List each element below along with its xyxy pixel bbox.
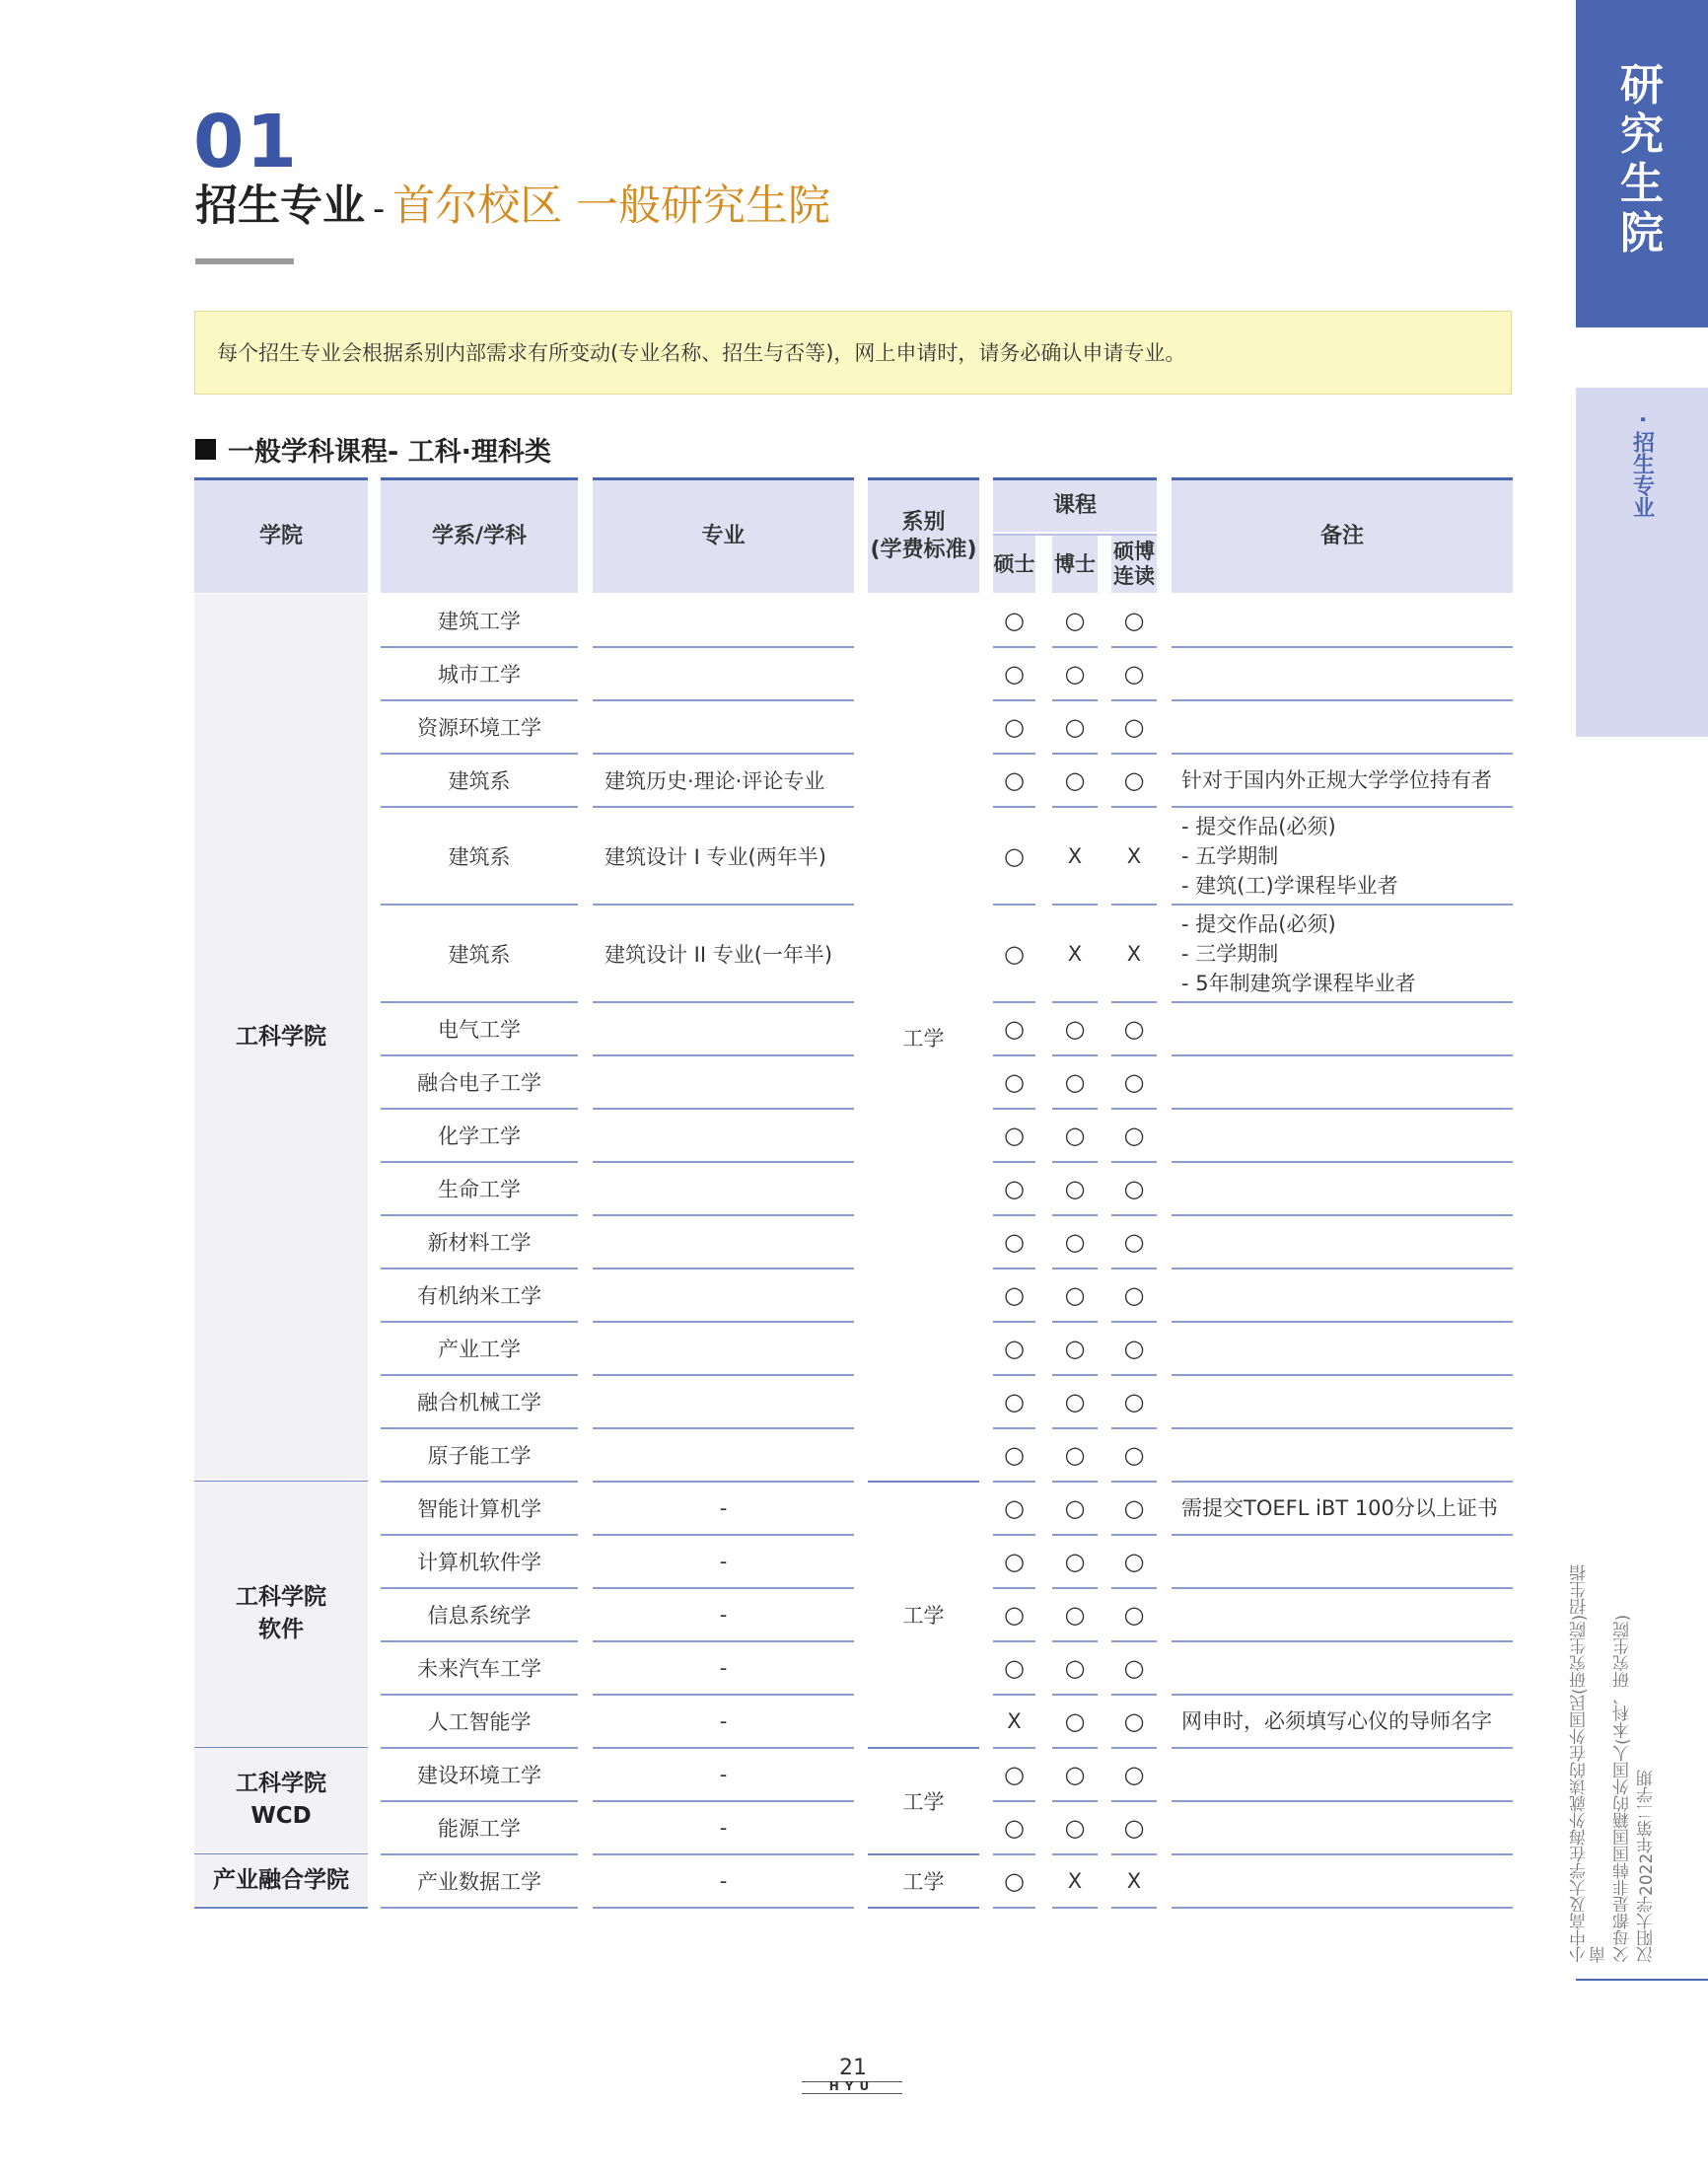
category-cell: 工学 xyxy=(902,1870,945,1894)
remark-line: - 5年制建筑学课程毕业者 xyxy=(1181,971,1416,995)
department-cell: 原子能工学 xyxy=(427,1444,532,1468)
department-cell: 人工智能学 xyxy=(427,1710,532,1734)
group-divider xyxy=(868,1907,979,1909)
doctor-mark: ○ xyxy=(1064,660,1086,688)
major-cell xyxy=(593,1375,854,1428)
doctor-mark: X xyxy=(1067,941,1083,966)
side-note-line-1: 汉阳大学2022年第二学期 xyxy=(1637,1769,1657,1963)
row-divider xyxy=(1172,1907,1513,1909)
combined-mark: ○ xyxy=(1123,1281,1145,1309)
header-master: 硕士 xyxy=(993,536,1035,593)
major-cell: 建筑历史·理论·评论专业 xyxy=(605,769,825,793)
master-mark: ○ xyxy=(1004,607,1025,634)
combined-mark: X xyxy=(1126,1869,1142,1893)
section-title xyxy=(195,430,551,469)
combined-mark: ○ xyxy=(1123,1122,1145,1149)
college-cell: 工科学院 WCD xyxy=(194,1748,368,1852)
master-mark: ○ xyxy=(1004,766,1025,794)
header-department: 学系/学科 xyxy=(381,477,578,593)
remarks-cell xyxy=(1172,1215,1513,1269)
department-cell: 资源环境工学 xyxy=(417,716,541,740)
major-cell xyxy=(593,1002,854,1055)
doctor-mark: ○ xyxy=(1064,1814,1086,1842)
combined-mark: ○ xyxy=(1123,1761,1145,1788)
remarks-cell xyxy=(1172,1269,1513,1322)
remarks-cell xyxy=(1172,594,1513,647)
combined-mark: ○ xyxy=(1123,713,1145,741)
master-mark: ○ xyxy=(1004,1068,1025,1096)
page-title xyxy=(195,181,830,234)
remark-line: - 提交作品(必须) xyxy=(1181,814,1336,838)
major-cell xyxy=(593,1109,854,1162)
doctor-mark: X xyxy=(1067,843,1083,868)
doctor-mark: ○ xyxy=(1064,766,1086,794)
department-cell: 建筑工学 xyxy=(438,610,521,633)
combined-mark: ○ xyxy=(1123,1015,1145,1043)
side-tab-graduate-school[interactable] xyxy=(1576,0,1708,327)
major-cell: - xyxy=(719,1869,728,1893)
department-cell: 有机纳米工学 xyxy=(417,1284,541,1308)
major-cell xyxy=(593,1162,854,1215)
college-cell: 产业融合学院 xyxy=(194,1854,368,1906)
combined-mark: ○ xyxy=(1123,1707,1145,1735)
major-cell xyxy=(593,1269,854,1322)
header-category: 系别 (学费标准) xyxy=(868,477,979,593)
doctor-mark: ○ xyxy=(1064,1122,1086,1149)
department-cell: 建筑系 xyxy=(448,942,511,967)
major-cell: - xyxy=(719,1496,728,1520)
doctor-mark: ○ xyxy=(1064,1228,1086,1256)
combined-mark: X xyxy=(1126,843,1142,868)
master-mark: ○ xyxy=(1004,1867,1025,1895)
department-cell: 建设环境工学 xyxy=(417,1764,541,1787)
major-cell: 建筑设计 I 专业(两年半) xyxy=(605,844,826,869)
row-divider xyxy=(593,1907,854,1909)
department-cell: 化学工学 xyxy=(438,1124,521,1148)
doctor-mark: ○ xyxy=(1064,1494,1086,1522)
notice-box: 每个招生专业会根据系别内部需求有所变动(专业名称、招生与否等)，网上申请时，请务必确认申请专业。 xyxy=(194,311,1512,395)
remarks-cell xyxy=(1172,1801,1513,1854)
master-mark: ○ xyxy=(1004,1814,1025,1842)
master-mark: ○ xyxy=(1004,1175,1025,1202)
course-header-divider xyxy=(993,534,1157,536)
remarks-cell xyxy=(1172,807,1513,905)
remarks-cell xyxy=(1172,1055,1513,1109)
side-note-line-2: 父母都是非韩国国籍的外国人(本科、研究生院) xyxy=(1613,1614,1633,1963)
combined-mark: ○ xyxy=(1123,1494,1145,1522)
doctor-mark: ○ xyxy=(1064,1441,1086,1469)
major-cell xyxy=(593,594,854,647)
doctor-mark: ○ xyxy=(1064,1761,1086,1788)
row-divider xyxy=(1111,1907,1157,1909)
combined-mark: ○ xyxy=(1123,1388,1145,1415)
master-mark: ○ xyxy=(1004,1015,1025,1043)
remarks-cell xyxy=(1172,647,1513,700)
combined-mark: ○ xyxy=(1123,1068,1145,1096)
group-divider xyxy=(194,1907,368,1909)
doctor-mark: ○ xyxy=(1064,1654,1086,1682)
department-cell: 电气工学 xyxy=(438,1018,521,1042)
remarks-cell xyxy=(1172,1482,1513,1535)
remark-line: 针对于国内外正规大学学位持有者 xyxy=(1181,768,1492,792)
major-cell xyxy=(593,647,854,700)
doctor-mark: ○ xyxy=(1064,1548,1086,1575)
master-mark: ○ xyxy=(1004,1388,1025,1415)
remark-line: - 三学期制 xyxy=(1181,941,1279,966)
remarks-cell xyxy=(1172,1002,1513,1055)
department-cell: 计算机软件学 xyxy=(417,1551,541,1574)
header-remarks: 备注 xyxy=(1172,477,1513,593)
doctor-mark: ○ xyxy=(1064,607,1086,634)
major-cell: - xyxy=(719,1816,728,1840)
side-tab-sub-label: · 招生专业 xyxy=(1629,415,1655,519)
combined-mark: ○ xyxy=(1123,1441,1145,1469)
doctor-mark: ○ xyxy=(1064,1601,1086,1629)
combined-mark: ○ xyxy=(1123,607,1145,634)
department-cell: 信息系统学 xyxy=(427,1604,532,1628)
major-cell xyxy=(593,1055,854,1109)
college-cell: 工科学院 xyxy=(194,594,368,1480)
remarks-cell xyxy=(1172,754,1513,807)
remarks-cell xyxy=(1172,905,1513,1002)
side-tab-main-label: 研究生院 xyxy=(1620,60,1664,258)
row-divider xyxy=(993,1907,1035,1909)
remarks-cell xyxy=(1172,1641,1513,1695)
doctor-mark: ○ xyxy=(1064,1335,1086,1362)
side-tab-admission-majors[interactable] xyxy=(1576,388,1708,737)
master-mark: ○ xyxy=(1004,1441,1025,1469)
doctor-mark: ○ xyxy=(1064,1388,1086,1415)
combined-mark: ○ xyxy=(1123,1175,1145,1202)
master-mark: ○ xyxy=(1004,1335,1025,1362)
remark-line: 需提交TOEFL iBT 100分以上证书 xyxy=(1181,1496,1498,1520)
master-mark: ○ xyxy=(1004,1494,1025,1522)
category-cell: 工学 xyxy=(902,1790,945,1814)
header-doctor: 博士 xyxy=(1052,536,1098,593)
remarks-cell xyxy=(1172,1535,1513,1588)
major-cell xyxy=(593,1322,854,1375)
master-mark: ○ xyxy=(1004,1654,1025,1682)
department-cell: 产业工学 xyxy=(438,1338,521,1361)
remarks-cell xyxy=(1172,1695,1513,1748)
master-mark: ○ xyxy=(1004,713,1025,741)
category-cell: 工学 xyxy=(902,1027,945,1051)
major-cell: 建筑设计 II 专业(一年半) xyxy=(605,942,833,967)
page-title-sub: 首尔校区 一般研究生院 xyxy=(392,181,830,231)
major-cell: - xyxy=(719,1709,728,1733)
header-combined: 硕博 连读 xyxy=(1111,536,1157,593)
remarks-cell xyxy=(1172,1322,1513,1375)
doctor-mark: ○ xyxy=(1064,1281,1086,1309)
combined-mark: ○ xyxy=(1123,1335,1145,1362)
combined-mark: ○ xyxy=(1123,766,1145,794)
remarks-cell xyxy=(1172,1854,1513,1908)
page-title-main: 招生专业 xyxy=(195,181,365,231)
row-divider xyxy=(381,1907,578,1909)
doctor-mark: ○ xyxy=(1064,1068,1086,1096)
section-number: 01 xyxy=(193,100,299,184)
doctor-mark: ○ xyxy=(1064,713,1086,741)
remarks-cell xyxy=(1172,1428,1513,1482)
master-mark: X xyxy=(1007,1709,1022,1733)
department-cell: 未来汽车工学 xyxy=(417,1657,541,1681)
combined-mark: ○ xyxy=(1123,1814,1145,1842)
department-cell: 融合电子工学 xyxy=(417,1071,541,1095)
master-mark: ○ xyxy=(1004,939,1025,968)
major-cell xyxy=(593,1215,854,1269)
remarks-cell xyxy=(1172,1375,1513,1428)
section-title-text: 一般学科课程- 工科·理科类 xyxy=(228,437,551,468)
remarks-cell xyxy=(1172,1109,1513,1162)
combined-mark: ○ xyxy=(1123,1228,1145,1256)
page-logo: HYU xyxy=(828,2079,876,2093)
major-cell xyxy=(593,1428,854,1482)
department-cell: 城市工学 xyxy=(438,663,521,687)
department-cell: 能源工学 xyxy=(438,1817,521,1841)
page-title-separator: - xyxy=(373,189,386,229)
side-note-line-3: 小中高及大学在海外就读的在外国民(研究生院)招生指南 xyxy=(1570,1563,1609,1963)
master-mark: ○ xyxy=(1004,1228,1025,1256)
header-major: 专业 xyxy=(593,477,854,593)
department-cell: 生命工学 xyxy=(438,1178,521,1201)
doctor-mark: X xyxy=(1067,1869,1083,1893)
department-cell: 融合机械工学 xyxy=(417,1391,541,1414)
remark-line: - 建筑(工)学课程毕业者 xyxy=(1181,873,1398,898)
category-cell: 工学 xyxy=(902,1604,945,1628)
master-mark: ○ xyxy=(1004,1601,1025,1629)
department-cell: 建筑系 xyxy=(448,769,511,793)
master-mark: ○ xyxy=(1004,660,1025,688)
major-cell: - xyxy=(719,1656,728,1680)
side-divider xyxy=(1576,1979,1708,1981)
remark-line: 网申时，必须填写心仪的导师名字 xyxy=(1181,1709,1492,1733)
combined-mark: ○ xyxy=(1123,1601,1145,1629)
master-mark: ○ xyxy=(1004,1281,1025,1309)
header-college: 学院 xyxy=(194,477,368,593)
remark-line: - 五学期制 xyxy=(1181,843,1279,868)
department-cell: 新材料工学 xyxy=(427,1231,532,1255)
major-cell: - xyxy=(719,1603,728,1627)
doctor-mark: ○ xyxy=(1064,1175,1086,1202)
remark-line: - 提交作品(必须) xyxy=(1181,911,1336,936)
master-mark: ○ xyxy=(1004,1548,1025,1575)
master-mark: ○ xyxy=(1004,841,1025,870)
major-cell xyxy=(593,700,854,754)
combined-mark: ○ xyxy=(1123,660,1145,688)
remarks-cell xyxy=(1172,700,1513,754)
remarks-cell xyxy=(1172,1162,1513,1215)
major-cell: - xyxy=(719,1550,728,1573)
combined-mark: ○ xyxy=(1123,1654,1145,1682)
doctor-mark: ○ xyxy=(1064,1707,1086,1735)
header-course: 课程 xyxy=(993,477,1157,532)
title-underline xyxy=(195,258,294,264)
college-cell: 工科学院 软件 xyxy=(194,1482,368,1746)
master-mark: ○ xyxy=(1004,1122,1025,1149)
combined-mark: ○ xyxy=(1123,1548,1145,1575)
row-divider xyxy=(1052,1907,1098,1909)
side-guide-note xyxy=(1570,1549,1657,1963)
department-cell: 产业数据工学 xyxy=(417,1870,541,1894)
doctor-mark: ○ xyxy=(1064,1015,1086,1043)
remarks-cell xyxy=(1172,1748,1513,1801)
department-cell: 建筑系 xyxy=(448,844,511,869)
department-cell: 智能计算机学 xyxy=(417,1497,541,1521)
square-bullet-icon xyxy=(195,439,216,460)
major-cell: - xyxy=(719,1763,728,1786)
page-number: 21 xyxy=(839,2056,867,2080)
remarks-cell xyxy=(1172,1588,1513,1641)
master-mark: ○ xyxy=(1004,1761,1025,1788)
combined-mark: X xyxy=(1126,941,1142,966)
